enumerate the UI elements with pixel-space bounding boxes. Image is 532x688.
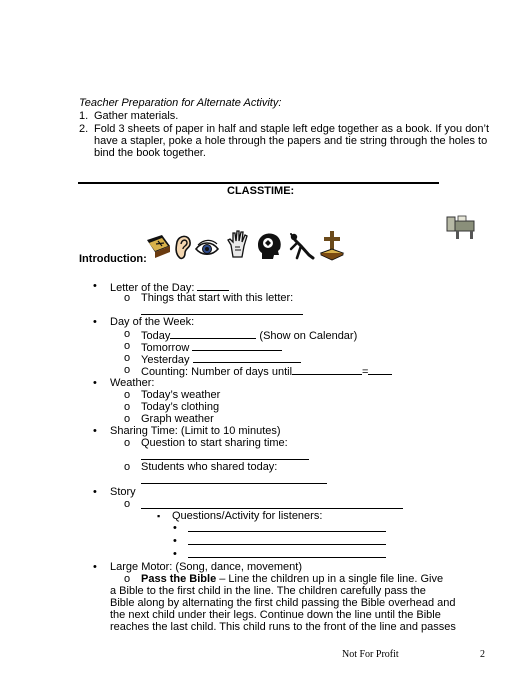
sharing-question: Question to start sharing time: bbox=[141, 437, 288, 449]
pass-bible-text: – Line the children up in a single file line. Give bbox=[216, 573, 444, 585]
letter-blank bbox=[197, 280, 229, 291]
sub-bullet: o bbox=[124, 498, 131, 510]
bullet-dot: • bbox=[93, 486, 97, 498]
introduction-label: Introduction: bbox=[79, 253, 147, 265]
cross-bible-icon bbox=[318, 229, 346, 261]
yesterday-label: Yesterday bbox=[141, 354, 190, 366]
sharing-students-blank bbox=[141, 483, 327, 484]
weather-item: Today’s clothing bbox=[141, 401, 220, 413]
pass-bible-title: Pass the Bible bbox=[141, 573, 217, 585]
prep-item-2-line-1: Fold 3 sheets of paper in half and staple left edge together as a book. If you don’t bbox=[94, 123, 490, 135]
pass-bible-line-4: the next child under their legs. Continue down the line until the Bible bbox=[110, 609, 441, 621]
counting-equals: = bbox=[362, 366, 369, 378]
letter-sub-blank bbox=[141, 314, 303, 315]
bullet-dot: • bbox=[93, 377, 97, 389]
sub-bullet: o bbox=[124, 328, 131, 340]
sub-bullet: o bbox=[124, 340, 131, 352]
classtime-heading: CLASSTIME: bbox=[227, 185, 295, 197]
square-bullet: ▪ bbox=[157, 511, 161, 521]
story-blank bbox=[141, 508, 403, 509]
sharing-time: Sharing Time: (Limit to 10 minutes) bbox=[110, 425, 281, 437]
prep-item-1: Gather materials. bbox=[94, 110, 179, 122]
footer-note: Not For Profit bbox=[342, 649, 399, 660]
story-answer-blank bbox=[188, 557, 386, 558]
sub-bullet: o bbox=[124, 461, 131, 473]
bible-icon bbox=[144, 232, 172, 262]
hand-icon bbox=[226, 229, 250, 259]
tomorrow-label: Tomorrow bbox=[141, 342, 190, 354]
story-question: Questions/Activity for listeners: bbox=[172, 510, 323, 522]
dancer-icon bbox=[287, 232, 315, 262]
sub-bullet: o bbox=[124, 413, 131, 425]
story-answer-blank bbox=[188, 531, 386, 532]
weather: Weather: bbox=[110, 377, 155, 389]
prep-title: Teacher Preparation for Alternate Activity: bbox=[79, 97, 282, 109]
sub-bullet: o bbox=[124, 573, 131, 585]
bullet-dot: • bbox=[173, 535, 177, 547]
ear-icon bbox=[173, 233, 193, 261]
head-icon bbox=[254, 231, 284, 261]
story: Story bbox=[110, 486, 136, 498]
today-label: Today bbox=[141, 330, 171, 342]
large-motor: Large Motor: (Song, dance, movement) bbox=[110, 561, 302, 573]
letter-sub: Things that start with this letter: bbox=[141, 292, 294, 304]
sub-bullet: o bbox=[124, 352, 131, 364]
bullet-dot: • bbox=[93, 316, 97, 328]
eye-icon bbox=[194, 238, 220, 260]
bullet-dot: • bbox=[93, 425, 97, 437]
bullet-dot: • bbox=[173, 548, 177, 560]
weather-item: Graph weather bbox=[141, 413, 214, 425]
tomorrow-blank bbox=[192, 340, 282, 351]
sharing-students: Students who shared today: bbox=[141, 461, 278, 473]
prep-item-2-line-2: have a stapler, poke a hole through the papers and tie string through the holes to bbox=[94, 135, 488, 147]
yesterday-blank bbox=[193, 352, 301, 363]
sharing-question-blank bbox=[141, 459, 309, 460]
bullet-dot: • bbox=[93, 561, 97, 573]
sub-bullet: o bbox=[124, 437, 131, 449]
weather-item: Today’s weather bbox=[141, 389, 221, 401]
prep-num-2: 2. bbox=[79, 123, 89, 135]
section-divider bbox=[78, 182, 439, 184]
today-note: (Show on Calendar) bbox=[259, 330, 358, 342]
pass-bible-line-5: reaches the last child. This child runs to the front of the line and passes bbox=[110, 621, 456, 633]
prep-item-2-line-3: bind the book together. bbox=[94, 147, 206, 159]
sub-bullet: o bbox=[124, 389, 131, 401]
page-number: 2 bbox=[480, 649, 485, 660]
day-of-week: Day of the Week: bbox=[110, 316, 195, 328]
sub-bullet: o bbox=[124, 364, 131, 376]
counting-blank-1 bbox=[292, 364, 362, 375]
story-answer-blank bbox=[188, 544, 386, 545]
bullet-dot: • bbox=[173, 522, 177, 534]
counting-label: Counting: Number of days until bbox=[141, 366, 293, 378]
teacher-desk-icon bbox=[444, 213, 478, 241]
prep-num-1: 1. bbox=[79, 110, 89, 122]
pass-bible-line-2: a Bible to the first child in the line. The children carefully pass the bbox=[110, 585, 426, 597]
pass-bible-line-3: Bible along by alternating the first child passing the Bible overhead and bbox=[110, 597, 456, 609]
letter-of-day-label: Letter of the Day: bbox=[110, 282, 195, 294]
sub-bullet: o bbox=[124, 401, 131, 413]
counting-blank-2 bbox=[368, 364, 392, 375]
counting-line bbox=[141, 364, 392, 379]
bullet-dot: • bbox=[93, 280, 97, 292]
today-blank bbox=[170, 328, 256, 339]
sub-bullet: o bbox=[124, 292, 131, 304]
